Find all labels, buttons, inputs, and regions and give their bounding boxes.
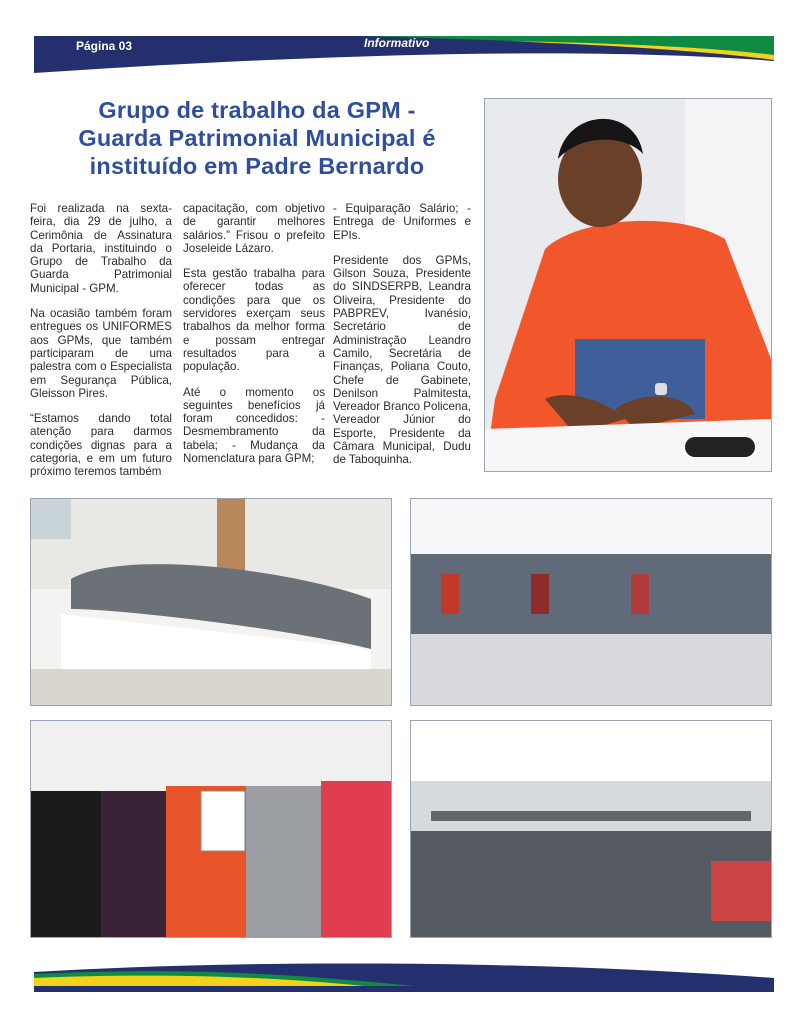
article-title	[30, 96, 484, 180]
header-band	[34, 33, 774, 73]
paragraph: - Equiparação Salário; - Entrega de Uniformes e EPIs.	[333, 202, 471, 242]
title-line-3: instituído em Padre Bernardo	[89, 153, 425, 179]
article-column-2	[183, 202, 325, 477]
paragraph: Presidente dos GPMs, Gilson Souza, Presidente do SINDSERPB, Leandra Oliveira, Presidente do PABPREV, Ivanésio, Secretário de Administração Leandro Camilo, Secretária de Finanças, Poliana Couto, Chefe de Gabinete, Denilson Palmitesta, Vereador Branco Policena, Vereador Júnior do Esporte, Presidente da Câmara Municipal, Dudu de Taboquinha.	[333, 253, 471, 467]
title-line-2: Guarda Patrimonial Municipal é	[78, 125, 436, 151]
photo-group-standing	[410, 498, 772, 706]
title-line-1: Grupo de trabalho da GPM -	[98, 97, 416, 123]
paragraph: “Estamos dando total atenção para darmos condições dignas para a categoria, e em um futuro próximo teremos também	[30, 412, 172, 479]
photo-uniforms-table	[30, 498, 392, 706]
article-column-3	[333, 202, 471, 479]
paragraph: Esta gestão trabalha para oferecer todas as condições para que os servidores exerçam seus trabalhos da melhor forma e possam entregar resultados para a população.	[183, 267, 325, 374]
section-label: Informativo	[364, 36, 430, 50]
paragraph: Até o momento os seguintes benefícios já foram concedidos: - Desmembramento da tabela; - Mudança da Nomenclatura para GPM;	[183, 385, 325, 466]
footer-band	[34, 956, 774, 992]
photo-man-signing	[484, 98, 772, 472]
page-number: Página 03	[76, 39, 133, 53]
photo-officials-document	[30, 720, 392, 938]
photo-auditorium-audience	[410, 720, 772, 938]
paragraph: Foi realizada na sexta-feira, dia 29 de julho, a Cerimônia de Assinatura da Portaria, instituindo o Grupo de Trabalho da Guarda Patrimonial Municipal - GPM.	[30, 202, 172, 295]
paragraph: Na ocasião também foram entregues os UNIFORMES aos GPMs, que também participaram de uma palestra com o Especialista em Segurança Pública, Gleisson Pires.	[30, 307, 172, 400]
article-column-1	[30, 202, 172, 491]
footer-band-graphic	[34, 956, 774, 992]
paragraph: capacitação, com objetivo de garantir melhores salários.” Frisou o prefeito Joseleide Lázaro.	[183, 202, 325, 255]
